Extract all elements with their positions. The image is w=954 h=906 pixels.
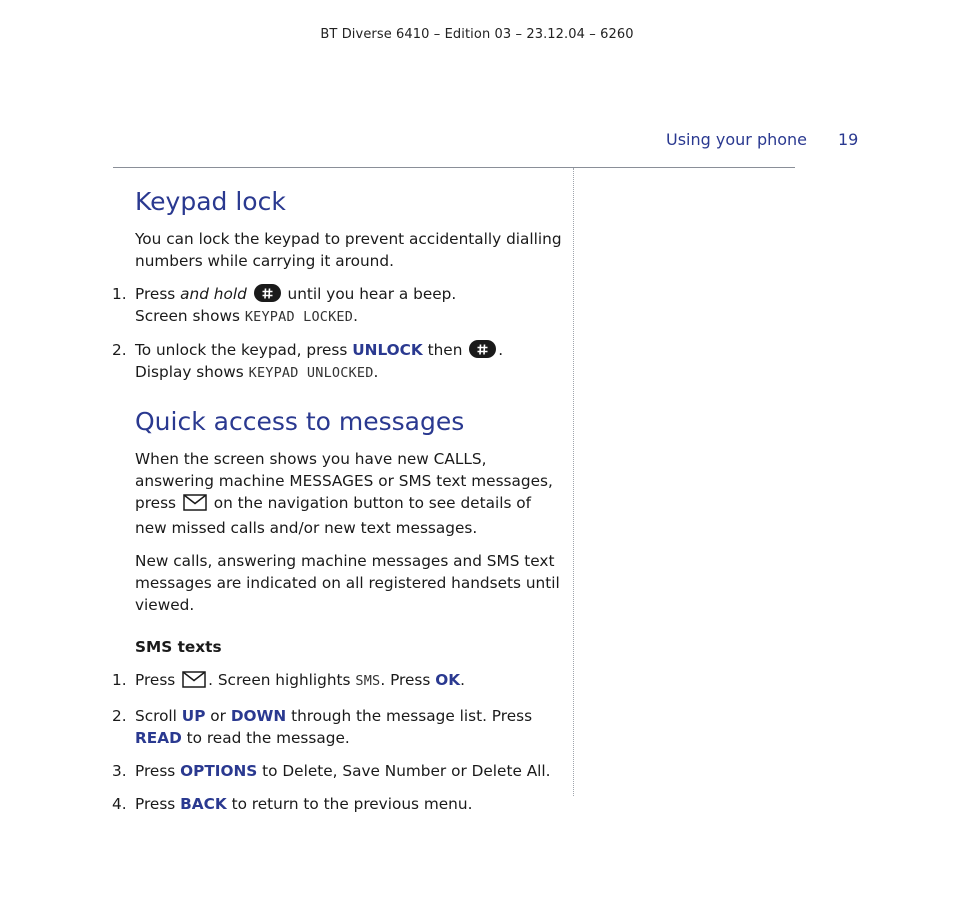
key-label-down: DOWN [230, 707, 287, 725]
keypad-lock-steps [112, 283, 563, 384]
column-divider [573, 168, 574, 796]
step-text: then [422, 341, 468, 359]
step-number: 1. [112, 671, 127, 689]
list-item [112, 760, 563, 782]
step-number: 3. [112, 762, 127, 780]
step-text: to read the message. [181, 729, 350, 747]
step-text: To unlock the keypad, press [135, 341, 353, 359]
step-text: through the message list. Press [286, 707, 533, 725]
envelope-icon [183, 494, 207, 517]
step-text: . [373, 363, 379, 381]
quick-access-para [135, 448, 563, 539]
envelope-icon [182, 671, 206, 694]
step-text: Scroll [135, 707, 182, 725]
key-label-options: OPTIONS [180, 762, 258, 780]
step-text: Screen shows [135, 307, 245, 325]
list-item [112, 669, 563, 694]
list-item [112, 283, 563, 328]
sms-texts-heading: SMS texts [135, 638, 222, 656]
running-title: Using your phone [666, 130, 808, 149]
step-text: to return to the previous menu. [226, 795, 473, 813]
quick-access-title: Quick access to messages [135, 407, 465, 436]
display-text: SMS [355, 673, 381, 689]
step-text: until you hear a beep. [282, 285, 457, 303]
quick-access-para2: New calls, answering machine messages and SMS text messages are indicated on all registered handsets until viewed. [135, 552, 560, 614]
step-text: . Screen highlights [208, 671, 356, 689]
key-label-read: READ [135, 729, 182, 747]
display-text: KEYPAD UNLOCKED [248, 365, 374, 381]
step-text: Press [135, 671, 181, 689]
step-text: Press [135, 795, 181, 813]
keypad-lock-title: Keypad lock [135, 187, 286, 216]
key-label-back: BACK [180, 795, 227, 813]
display-text: KEYPAD LOCKED [244, 309, 354, 325]
step-emphasis: and hold [180, 285, 247, 303]
sms-steps [112, 669, 563, 815]
key-label-up: UP [181, 707, 206, 725]
para-text: When the screen shows you have new CALLS, answering machine MESSAGES or SMS text messages, press [135, 450, 553, 512]
quick-access-section [112, 404, 563, 815]
key-label-unlock: UNLOCK [352, 341, 423, 359]
key-label-ok: OK [435, 671, 461, 689]
step-text: . Press [380, 671, 436, 689]
step-text: . [498, 341, 504, 359]
step-text: to Delete, Save Number or Delete All. [257, 762, 551, 780]
list-item [112, 793, 563, 815]
step-number: 1. [112, 285, 127, 303]
step-text: . [353, 307, 358, 325]
keypad-lock-section [112, 184, 563, 384]
main-column [112, 184, 563, 815]
step-number: 2. [112, 707, 127, 725]
step-number: 4. [112, 795, 127, 813]
header-rule [113, 167, 795, 168]
document-meta: BT Diverse 6410 – Edition 03 – 23.12.04 – 6260 [320, 27, 634, 42]
page-number: 19 [838, 130, 859, 149]
hash-key-icon [254, 284, 281, 302]
step-text: or [205, 707, 231, 725]
list-item [112, 705, 563, 749]
keypad-lock-intro: You can lock the keypad to prevent accidentally dialling numbers while carrying it around. [135, 230, 562, 270]
para-text: on the navigation button to see details of new missed calls and/or new text messages. [135, 494, 532, 537]
step-text: . [460, 671, 465, 689]
hash-key-icon [469, 340, 496, 358]
step-text: Press [135, 285, 181, 303]
step-text: Display shows [135, 363, 249, 381]
step-number: 2. [112, 341, 127, 359]
step-text: Press [135, 762, 181, 780]
list-item [112, 339, 563, 384]
